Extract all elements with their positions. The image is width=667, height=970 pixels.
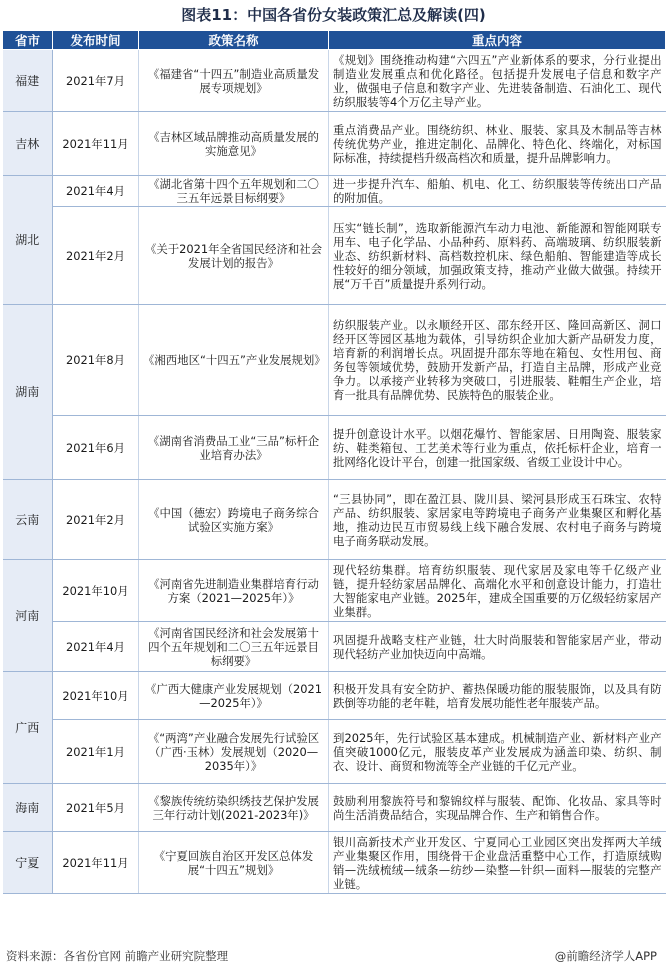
table-header-row: [3, 31, 666, 50]
policy-name-cell: 《湖南省消费品工业“三品”标杆企业培育办法》: [139, 416, 329, 480]
key-content-cell: 银川高新技术产业开发区、宁夏同心工业园区突出发挥两大羊绒产业集聚区作用，围绕骨干企业盘活重整中心工作，打造原绒购销—洗绒梳绒—绒条—纺纱—染整—针织—面料—服装的完整产业链。: [329, 832, 666, 894]
key-content-cell: 现代轻纺集群。培育纺织服装、现代家居及家电等千亿级产业链，提升轻纺家居品牌化、高端化水平和创意设计能力，打造壮大智能家电产业链。2025年，建成全国重要的万亿级轻纺家居产业集群。: [329, 560, 666, 622]
policy-name-cell: 《吉林区域品牌推动高质量发展的实施意见》: [139, 112, 329, 176]
policy-name-cell: 《宁夏回族自治区开发区总体发展“十四五”规划》: [139, 832, 329, 894]
policy-name-cell: 《广西大健康产业发展规划（2021—2025年）》: [139, 672, 329, 720]
date-cell: 2021年2月: [53, 480, 139, 560]
policy-table: [2, 30, 666, 894]
province-cell: 湖南: [3, 305, 53, 480]
key-content-cell: 进一步提升汽车、船舶、机电、化工、纺织服装等传统出口产品的附加值。: [329, 176, 666, 207]
source-note: 资料来源：各省份官网 前瞻产业研究院整理: [6, 949, 229, 963]
brand-credit: @前瞻经济学人APP: [554, 949, 657, 963]
policy-name-cell: 《中国（德宏）跨境电子商务综合试验区实施方案》: [139, 480, 329, 560]
province-cell: 广西: [3, 672, 53, 784]
key-content-cell: 鼓励利用黎族符号和黎锦纹样与服装、配饰、化妆品、家具等时尚生活消费品结合，实现品牌合作、生产和销售合作。: [329, 784, 666, 832]
header-policy-name: 政策名称: [139, 31, 329, 50]
table-title: 图表11：中国各省份女装政策汇总及解读(四): [181, 6, 486, 24]
province-cell: 吉林: [3, 112, 53, 176]
province-cell: 云南: [3, 480, 53, 560]
table-row: [3, 560, 666, 622]
table-row: [3, 480, 666, 560]
province-cell: 宁夏: [3, 832, 53, 894]
policy-name-cell: 《湖北省第十四个五年规划和二〇三五年远景目标纲要》: [139, 176, 329, 207]
policy-name-cell: 《河南省先进制造业集群培育行动方案（2021—2025年）》: [139, 560, 329, 622]
date-cell: 2021年4月: [53, 176, 139, 207]
province-cell: 湖北: [3, 176, 53, 305]
key-content-cell: “三县协同”，即在盈江县、陇川县、梁河县形成玉石珠宝、农特产品、纺织服装、家居家电等跨境电子商务产业集聚区和孵化基地，推动边民互市贸易线上线下融合发展、农村电子商务与跨境电子商务联动发展。: [329, 480, 666, 560]
key-content-cell: 纺织服装产业。以永顺经开区、邵东经开区、隆回高新区、洞口经开区等园区基地为载体，引导纺织企业加大新产品研发力度，培育新的利润增长点。巩固提升邵东等地在箱包、女性用包、商务包等领域优势，鼓励开发新产品，打造自主品牌，形成产业竞争力。以承接产业转移为突破口，引进服装、鞋帽生产企业，培育一批具有品牌优势、民族特色的服装企业。: [329, 305, 666, 416]
table-row: [3, 622, 666, 672]
header-date: 发布时间: [53, 31, 139, 50]
date-cell: 2021年8月: [53, 305, 139, 416]
date-cell: 2021年7月: [53, 50, 139, 112]
table-row: [3, 832, 666, 894]
table-row: [3, 207, 666, 305]
key-content-cell: 《规划》围绕推动构建“六四五”产业新体系的要求，分行业提出制造业发展重点和优化路径。包括提升发展电子信息和数字产业，做强电子信息和数字产业、先进装备制造、石油化工、现代纺织服装等4个万亿主导产业。: [329, 50, 666, 112]
key-content-cell: 到2025年，先行试验区基本建成。机械制造产业、新材料产业产值突破1000亿元，服装皮革产业发展成为涵盖印染、纺织、制衣、设计、商贸和物流等全产业链的千亿元产业。: [329, 720, 666, 784]
key-content-cell: 巩固提升战略支柱产业链，壮大时尚服装和智能家居产业，带动现代轻纺产业加快迈向中高端。: [329, 622, 666, 672]
date-cell: 2021年4月: [53, 622, 139, 672]
date-cell: 2021年10月: [53, 560, 139, 622]
policy-name-cell: 《湘西地区“十四五”产业发展规划》: [139, 305, 329, 416]
footer: [0, 946, 667, 968]
province-cell: 海南: [3, 784, 53, 832]
header-province: 省市: [3, 31, 53, 50]
date-cell: 2021年11月: [53, 112, 139, 176]
date-cell: 2021年6月: [53, 416, 139, 480]
date-cell: 2021年11月: [53, 832, 139, 894]
key-content-cell: 重点消费品产业。围绕纺织、林业、服装、家具及木制品等吉林传统优势产业，推进定制化、品牌化、特色化、终端化，对标国际标准，持续提档升级高档次和质量，提升品牌影响力。: [329, 112, 666, 176]
header-key-content: 重点内容: [329, 31, 666, 50]
table-body: [3, 50, 666, 894]
date-cell: 2021年2月: [53, 207, 139, 305]
table-row: [3, 176, 666, 207]
policy-name-cell: 《福建省“十四五”制造业高质量发展专项规划》: [139, 50, 329, 112]
policy-name-cell: 《河南省国民经济和社会发展第十四个五年规划和二〇三五年远景目标纲要》: [139, 622, 329, 672]
table-row: [3, 672, 666, 720]
province-cell: 河南: [3, 560, 53, 672]
key-content-cell: 压实“链长制”，选取新能源汽车动力电池、新能源和智能网联专用车、电子化学品、小品种药、原料药、高端玻璃、纺织服装新业态、纺织新材料、高档数控机床、绿色船舶、智能建造等成长性较好的细分领域，加强政策支持，推动产业做大做强。持续开展“万千百”质量提升系列行动。: [329, 207, 666, 305]
date-cell: 2021年5月: [53, 784, 139, 832]
table-row: [3, 50, 666, 112]
table-row: [3, 305, 666, 416]
policy-name-cell: 《关于2021年全省国民经济和社会发展计划的报告》: [139, 207, 329, 305]
policy-name-cell: 《“两湾”产业融合发展先行试验区（广西·玉林）发展规划（2020—2035年）》: [139, 720, 329, 784]
province-cell: 福建: [3, 50, 53, 112]
table-row: [3, 784, 666, 832]
date-cell: 2021年10月: [53, 672, 139, 720]
policy-name-cell: 《黎族传统纺染织绣技艺保护发展三年行动计划(2021-2023年)》: [139, 784, 329, 832]
key-content-cell: 积极开发具有安全防护、蓄热保暖功能的服装服饰，以及具有防跌倒等功能的老年鞋，培育发展功能性老年服装产品。: [329, 672, 666, 720]
table-row: [3, 416, 666, 480]
date-cell: 2021年1月: [53, 720, 139, 784]
table-row: [3, 112, 666, 176]
table-row: [3, 720, 666, 784]
key-content-cell: 提升创意设计水平。以烟花爆竹、智能家居、日用陶瓷、服装家纺、鞋类箱包、工艺美术等行业为重点，依托标杆企业，培育一批网络化设计平台，创建一批国家级、省级工业设计中心。: [329, 416, 666, 480]
